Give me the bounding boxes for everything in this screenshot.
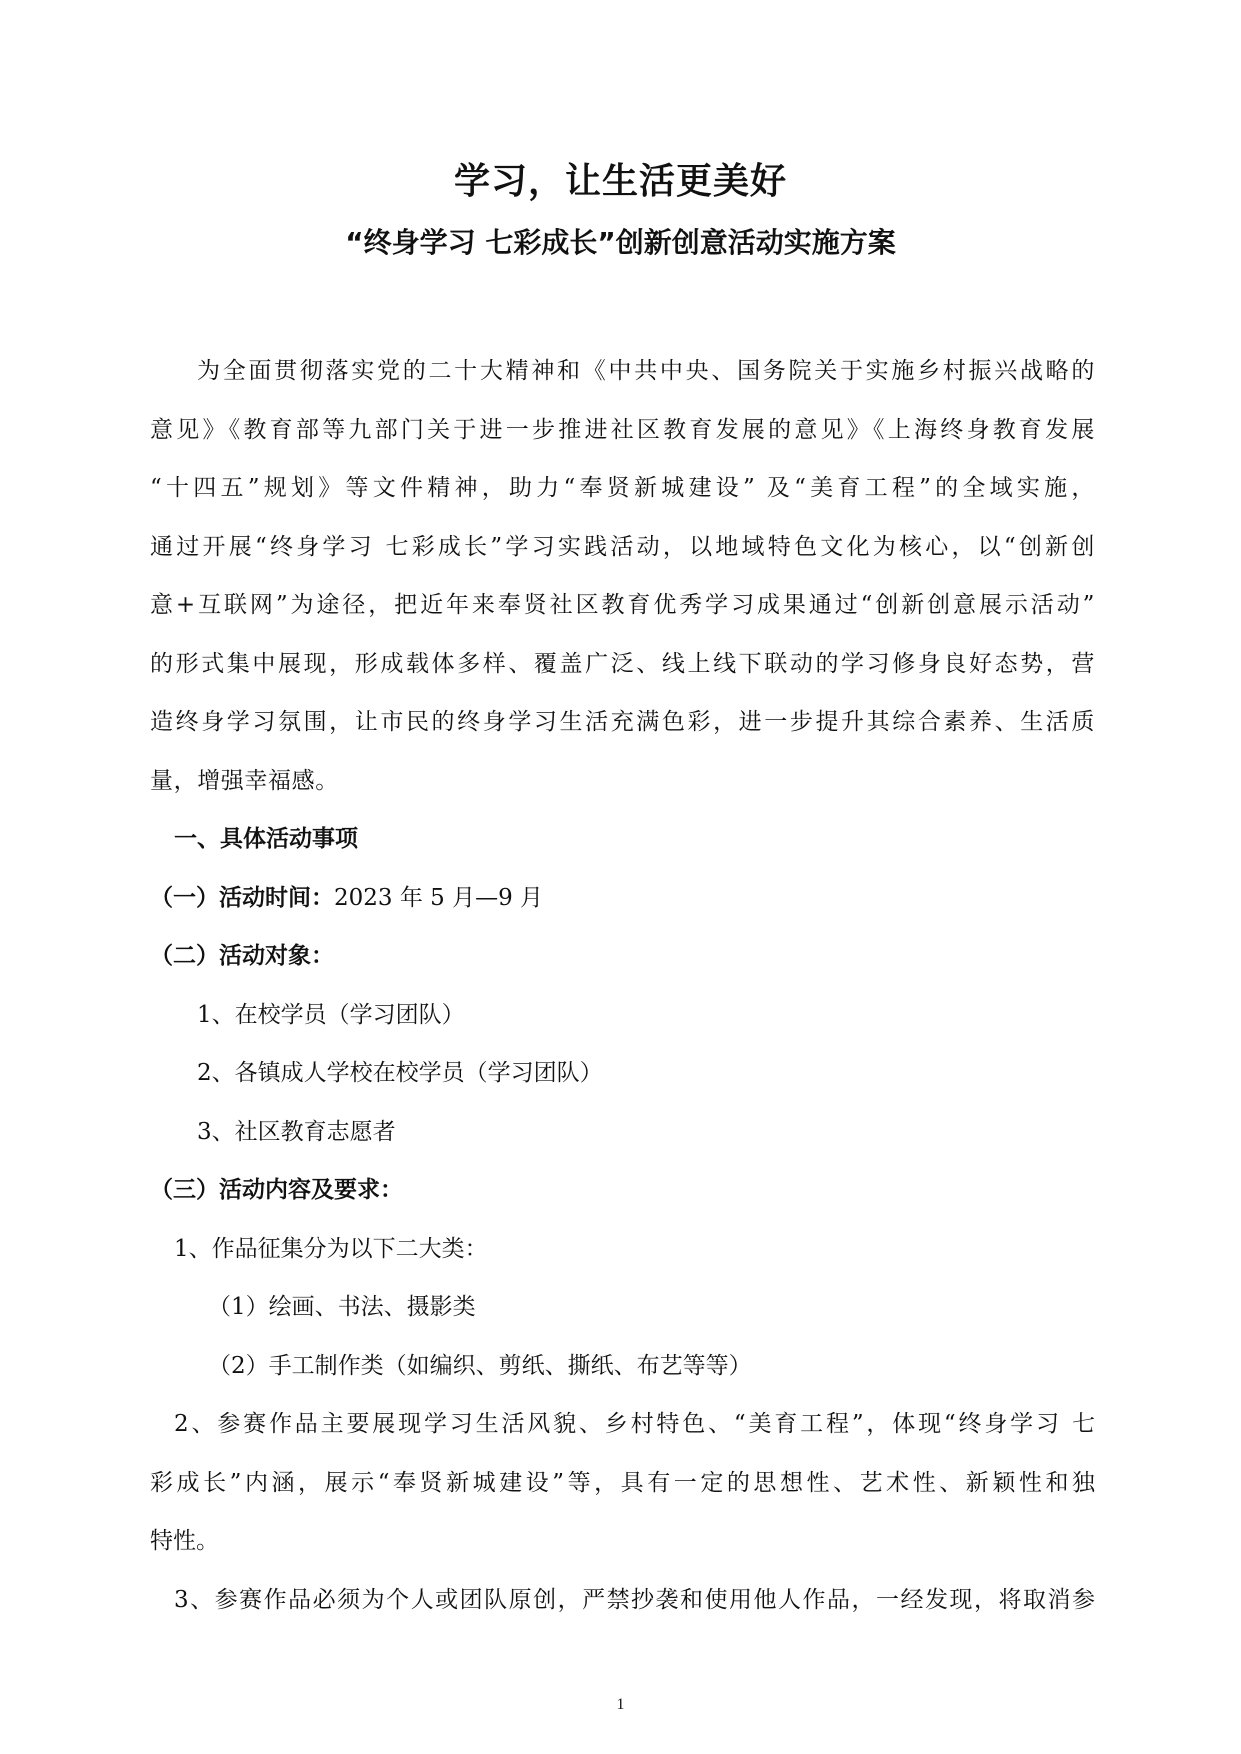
document-title: 学习，让生活更美好	[453, 161, 787, 202]
paragraph-line: 量，增强幸福感。	[150, 767, 339, 794]
intro-paragraph	[150, 342, 1095, 810]
paragraph-line: 造终身学习氛围，让市民的终身学习生活充满色彩，进一步提升其综合素养、生活质	[150, 709, 1095, 735]
paragraph-line: 的形式集中展现，形成载体多样、覆盖广泛、线上线下联动的学习修身良好态势，营	[150, 650, 1095, 677]
activity-time-row	[150, 869, 1095, 928]
paragraph-line: 彩成长”内涵，展示“奉贤新城建设”等，具有一定的思想性、艺术性、新颖性和独	[150, 1469, 1095, 1496]
paragraph-line: 为全面贯彻落实党的二十大精神和《中共中央、国务院关于实施乡村振兴战略的	[197, 358, 1095, 384]
document-subtitle: “终身学习 七彩成长”创新创意活动实施方案	[345, 226, 896, 259]
target-list-item: 3、社区教育志愿者	[197, 1118, 396, 1145]
target-list-item: 2、各镇成人学校在校学员（学习团队）	[197, 1060, 603, 1086]
paragraph-line: 2、参赛作品主要展现学习生活风貌、乡村特色、“美育工程”，体现“终身学习 七	[174, 1411, 1095, 1437]
paragraph-line: 特性。	[150, 1528, 219, 1554]
paragraph-line: 意+互联网”为途径，把近年来奉贤社区教育优秀学习成果通过“创新创意展示活动”	[150, 592, 1095, 618]
activity-time-value: 2023 年 5 月—9 月	[334, 884, 544, 911]
category-item: （1）绘画、书法、摄影类	[208, 1294, 476, 1320]
paragraph-line: 通过开展“终身学习 七彩成长”学习实践活动，以地域特色文化为核心，以“创新创	[150, 533, 1095, 560]
category-item: （2）手工制作类（如编织、剪纸、撕纸、布艺等等）	[208, 1352, 752, 1379]
requirement-item: 3、参赛作品必须为个人或团队原创，严禁抄袭和使用他人作品，一经发现，将取消参	[174, 1586, 1095, 1613]
activity-target-label: （二）活动对象：	[150, 943, 334, 969]
activity-time-label: （一）活动时间：	[150, 884, 334, 911]
page-number: 1	[616, 1696, 625, 1713]
requirement-item: 1、作品征集分为以下二大类：	[174, 1235, 488, 1262]
section-heading: 一、具体活动事项	[174, 826, 358, 852]
paragraph-line: 意见》《教育部等九部门关于进一步推进社区教育发展的意见》《上海终身教育发展	[150, 416, 1095, 443]
requirement-paragraph	[150, 1395, 1095, 1571]
document-body	[150, 342, 1095, 1629]
activity-content-label: （三）活动内容及要求：	[150, 1177, 403, 1203]
target-list-item: 1、在校学员（学习团队）	[197, 1001, 465, 1028]
paragraph-line: “十四五”规划》等文件精神，助力“奉贤新城建设” 及“美育工程”的全域实施，	[150, 475, 1095, 501]
